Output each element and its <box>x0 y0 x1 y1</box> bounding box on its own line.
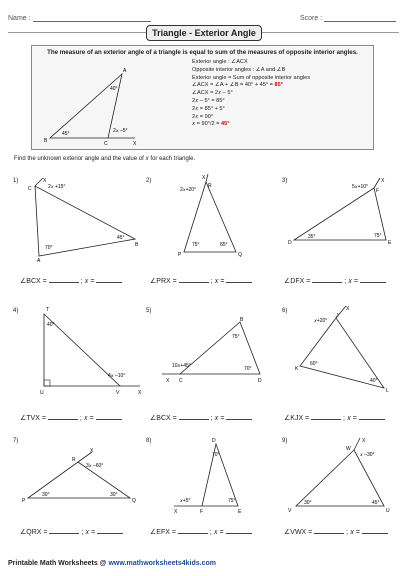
name-label: Name : <box>8 15 31 22</box>
triangle-4 <box>36 304 146 399</box>
svg-text:D: D <box>258 378 262 384</box>
svg-text:D: D <box>288 240 292 246</box>
svg-text:30°: 30° <box>110 492 118 498</box>
answer-8: ∠EFX = ; 𝑥 = <box>150 527 252 537</box>
answer-2: ∠PRX = ; 𝑥 = <box>150 276 252 286</box>
svg-text:L: L <box>386 388 389 394</box>
svg-text:X: X <box>202 175 206 181</box>
answer-blank[interactable] <box>49 527 79 534</box>
svg-text:U: U <box>386 508 390 514</box>
answer-blank[interactable] <box>178 527 208 534</box>
problem-number: 5) <box>146 308 152 314</box>
svg-text:75°: 75° <box>232 334 240 340</box>
triangle-8 <box>168 436 258 516</box>
svg-text:A: A <box>37 258 41 264</box>
step-line: ∠ACX = ∠A + ∠B = 40° + 45° = 85° <box>192 82 283 89</box>
svg-text:40°: 40° <box>370 378 378 384</box>
svg-text:C: C <box>179 378 183 384</box>
svg-text:P: P <box>178 252 182 258</box>
svg-text:V: V <box>116 390 120 396</box>
svg-text:B: B <box>135 242 139 248</box>
svg-text:45°: 45° <box>117 235 125 241</box>
problem-number: 9) <box>282 438 288 444</box>
example-rule: The measure of an exterior angle of a triangle is equal to sum of the measures of opposite interior angles. <box>47 49 358 56</box>
svg-text:R: R <box>72 457 76 463</box>
problem-number: 7) <box>13 438 19 444</box>
answer-blank[interactable] <box>49 276 79 283</box>
svg-text:X: X <box>166 378 170 384</box>
svg-text:C: C <box>28 186 32 192</box>
problem-number: 6) <box>282 308 288 314</box>
step-line: Opposite interior angles : ∠A and ∠B <box>192 66 286 73</box>
svg-text:Q: Q <box>238 252 242 258</box>
footer-label: Printable Math Worksheets @ <box>8 560 107 567</box>
x-blank[interactable] <box>360 276 386 283</box>
svg-text:5𝑥+10°: 5𝑥+10° <box>352 184 369 190</box>
triangle-6 <box>292 302 397 394</box>
instruction: Find the unknown exterior angle and the value of 𝑥 for each triangle. <box>14 156 196 162</box>
step-line: Exterior angle : ∠ACX <box>192 59 248 65</box>
svg-text:2𝑥+20°: 2𝑥+20° <box>180 187 197 193</box>
x-blank[interactable] <box>362 527 388 534</box>
x-blank[interactable] <box>226 276 252 283</box>
answer-1: ∠BCX = ; 𝑥 = <box>20 276 122 286</box>
answer-blank[interactable] <box>179 276 209 283</box>
svg-text:X: X <box>138 390 142 396</box>
svg-text:X: X <box>90 448 94 454</box>
svg-text:B: B <box>240 317 244 323</box>
example-steps <box>192 59 310 129</box>
svg-text:U: U <box>40 390 44 396</box>
score-field <box>300 13 396 22</box>
svg-text:R: R <box>208 183 212 189</box>
step-line: Exterior angle = Sum of opposite interior angles <box>192 74 311 81</box>
svg-text:35°: 35° <box>308 234 316 240</box>
label-X: X <box>133 141 137 147</box>
svg-text:D: D <box>212 438 216 444</box>
angle-A: 40° <box>110 86 118 92</box>
problem-number: 4) <box>13 308 19 314</box>
svg-text:𝑥+5°: 𝑥+5° <box>180 498 191 504</box>
score-label: Score : <box>300 15 323 22</box>
problem-number: 2) <box>146 178 152 184</box>
answer-blank[interactable] <box>314 527 344 534</box>
label-A: A <box>123 68 127 74</box>
example-triangle <box>40 62 145 147</box>
svg-text:3𝑥 –60°: 3𝑥 –60° <box>86 463 104 469</box>
step-line: 2𝑥 – 5° = 85° <box>192 97 225 104</box>
step-line: ∠ACX = 2𝑥 – 5° <box>192 90 233 97</box>
svg-text:V: V <box>288 508 292 514</box>
svg-text:E: E <box>238 509 242 515</box>
page-title: Triangle - Exterior Angle <box>146 25 262 41</box>
svg-text:65°: 65° <box>220 242 228 248</box>
svg-text:Q: Q <box>132 498 136 504</box>
label-C: C <box>104 141 108 147</box>
svg-text:2𝑥 +15°: 2𝑥 +15° <box>48 184 66 190</box>
name-field <box>8 13 151 22</box>
svg-text:F: F <box>200 509 204 515</box>
highlight-45: 45° <box>221 121 230 128</box>
step-line: 𝑥 = 90°/2 = 45° <box>192 121 230 128</box>
triangle-3 <box>282 176 397 251</box>
answer-4: ∠TVX = ; 𝑥 = <box>20 413 122 423</box>
svg-text:30°: 30° <box>42 492 50 498</box>
x-blank[interactable] <box>359 413 385 420</box>
x-blank[interactable] <box>226 413 252 420</box>
score-line <box>324 13 396 22</box>
svg-text:J: J <box>336 313 339 319</box>
highlight-85: 85° <box>274 82 283 89</box>
answer-blank[interactable] <box>48 413 78 420</box>
footer-site-link[interactable]: www.mathworksheets4kids.com <box>108 560 216 567</box>
triangle-7 <box>20 448 140 510</box>
svg-text:4𝑥 –10°: 4𝑥 –10° <box>108 373 126 379</box>
answer-blank[interactable] <box>179 413 209 420</box>
svg-text:E: E <box>388 240 392 246</box>
svg-text:T: T <box>46 307 50 313</box>
answer-6: ∠KJX = ; 𝑥 = <box>284 413 385 423</box>
svg-text:X: X <box>362 438 366 444</box>
svg-text:P: P <box>22 498 26 504</box>
triangle-5 <box>160 314 270 384</box>
svg-text:75°: 75° <box>192 242 200 248</box>
svg-text:75°: 75° <box>228 498 236 504</box>
svg-text:F: F <box>376 188 380 194</box>
triangle-9 <box>284 436 396 516</box>
svg-text:70°: 70° <box>212 452 220 458</box>
x-blank[interactable] <box>97 527 123 534</box>
name-line <box>33 13 151 22</box>
problem-number: 8) <box>146 438 152 444</box>
svg-text:10𝑥+45°: 10𝑥+45° <box>172 363 191 369</box>
example-box <box>31 45 374 150</box>
svg-text:70°: 70° <box>45 245 53 251</box>
answer-blank[interactable] <box>311 413 341 420</box>
answer-3: ∠DFX = ; 𝑥 = <box>284 276 386 286</box>
footer <box>8 560 216 567</box>
svg-text:K: K <box>295 366 299 372</box>
answer-5: ∠BCX = ; 𝑥 = <box>150 413 252 423</box>
svg-text:𝑥 –30°: 𝑥 –30° <box>360 452 375 458</box>
svg-text:60°: 60° <box>310 361 318 367</box>
svg-text:40°: 40° <box>47 322 55 328</box>
svg-text:70°: 70° <box>244 366 252 372</box>
label-B: B <box>44 138 48 144</box>
svg-text:X: X <box>43 178 47 184</box>
answer-7: ∠QRX = ; 𝑥 = <box>20 527 123 537</box>
triangle-2 <box>172 174 247 259</box>
svg-text:𝑥+20°: 𝑥+20° <box>314 318 328 324</box>
triangle-1 <box>25 176 145 264</box>
x-blank[interactable] <box>96 276 122 283</box>
problem-number: 3) <box>282 178 288 184</box>
answer-9: ∠VWX = ; 𝑥 = <box>284 527 388 537</box>
svg-text:45°: 45° <box>372 500 380 506</box>
svg-text:X: X <box>381 178 385 184</box>
angle-B: 45° <box>62 131 70 137</box>
svg-text:X: X <box>346 306 350 312</box>
problem-number: 1) <box>13 178 19 184</box>
x-blank[interactable] <box>226 527 252 534</box>
svg-text:X: X <box>174 509 178 515</box>
svg-text:75°: 75° <box>374 233 382 239</box>
step-line: 2𝑥 = 85° + 5° <box>192 105 225 112</box>
angle-ext: 2𝑥 –5° <box>113 128 128 134</box>
svg-text:30°: 30° <box>304 500 312 506</box>
x-blank[interactable] <box>96 413 122 420</box>
answer-blank[interactable] <box>312 276 342 283</box>
step-line: 2𝑥 = 90° <box>192 113 214 120</box>
svg-text:W: W <box>346 446 351 452</box>
